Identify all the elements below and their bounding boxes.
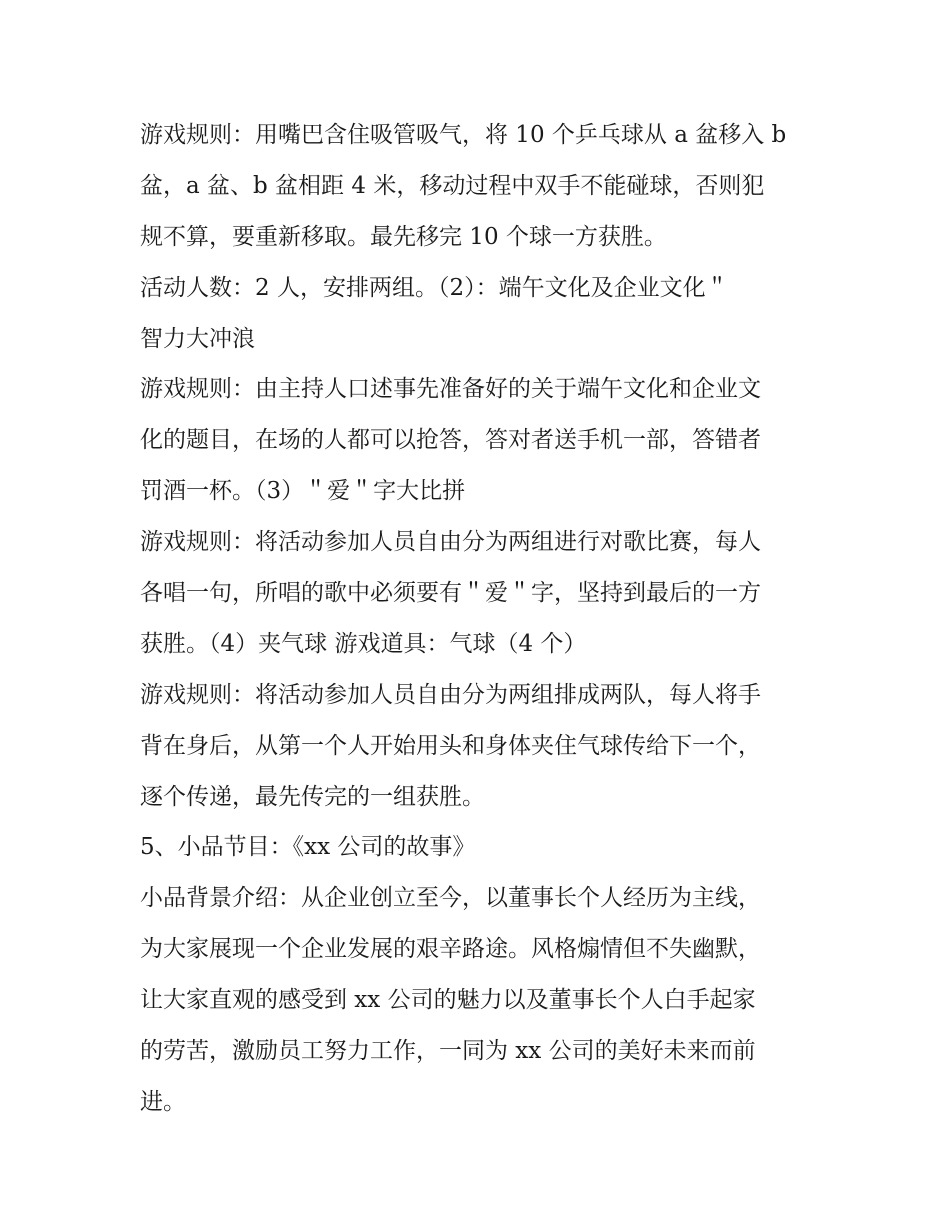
text-line: 化的题目，在场的人都可以抢答，答对者送手机一部，答错者 [140,427,761,454]
text-line: 罚酒一杯。（3）＂爱＂字大比拼 [140,478,466,505]
text-line: 游戏规则：将活动参加人员自由分为两组进行对歌比赛，每人 [140,529,761,556]
text-line: 进。 [140,1088,186,1115]
text-line: 让大家直观的感受到 xx 公司的魅力以及董事长个人白手起家 [140,987,756,1014]
text-line: 盆，a 盆、b 盆相距 4 米，移动过程中双手不能碰球，否则犯 [140,172,765,199]
text-line: 游戏规则：用嘴巴含住吸管吸气，将 10 个乒乓球从 a 盆移入 b [140,122,787,148]
text-line: 为大家展现一个企业发展的艰辛路途。风格煽情但不失幽默， [140,936,761,963]
text-line: 游戏规则：将活动参加人员自由分为两组排成两队，每人将手 [140,681,761,708]
text-line: 小品背景介绍：从企业创立至今，以董事长个人经历为主线， [140,885,761,912]
text-line: 5、小品节目：《xx 公司的故事》 [140,834,476,861]
text-line: 智力大冲浪 [140,325,255,352]
text-line: 逐个传递，最先传完的一组获胜。 [140,783,485,810]
text-line: 规不算，要重新移取。最先移完 10 个球一方获胜。 [140,223,667,250]
text-line: 获胜。（4）夹气球 游戏道具：气球（4 个） [140,630,587,657]
text-line: 游戏规则：由主持人口述事先准备好的关于端午文化和企业文 [140,376,761,403]
text-line: 活动人数：2 人，安排两组。（2）：端午文化及企业文化＂ [140,274,729,301]
text-line: 的劳苦，激励员工努力工作，一同为 xx 公司的美好未来而前 [140,1038,756,1065]
body-text [140,110,820,1128]
text-line: 各唱一句，所唱的歌中必须要有＂爱＂字，坚持到最后的一方 [140,580,761,607]
text-line: 背在身后，从第一个人开始用头和身体夹住气球传给下一个， [140,732,761,759]
